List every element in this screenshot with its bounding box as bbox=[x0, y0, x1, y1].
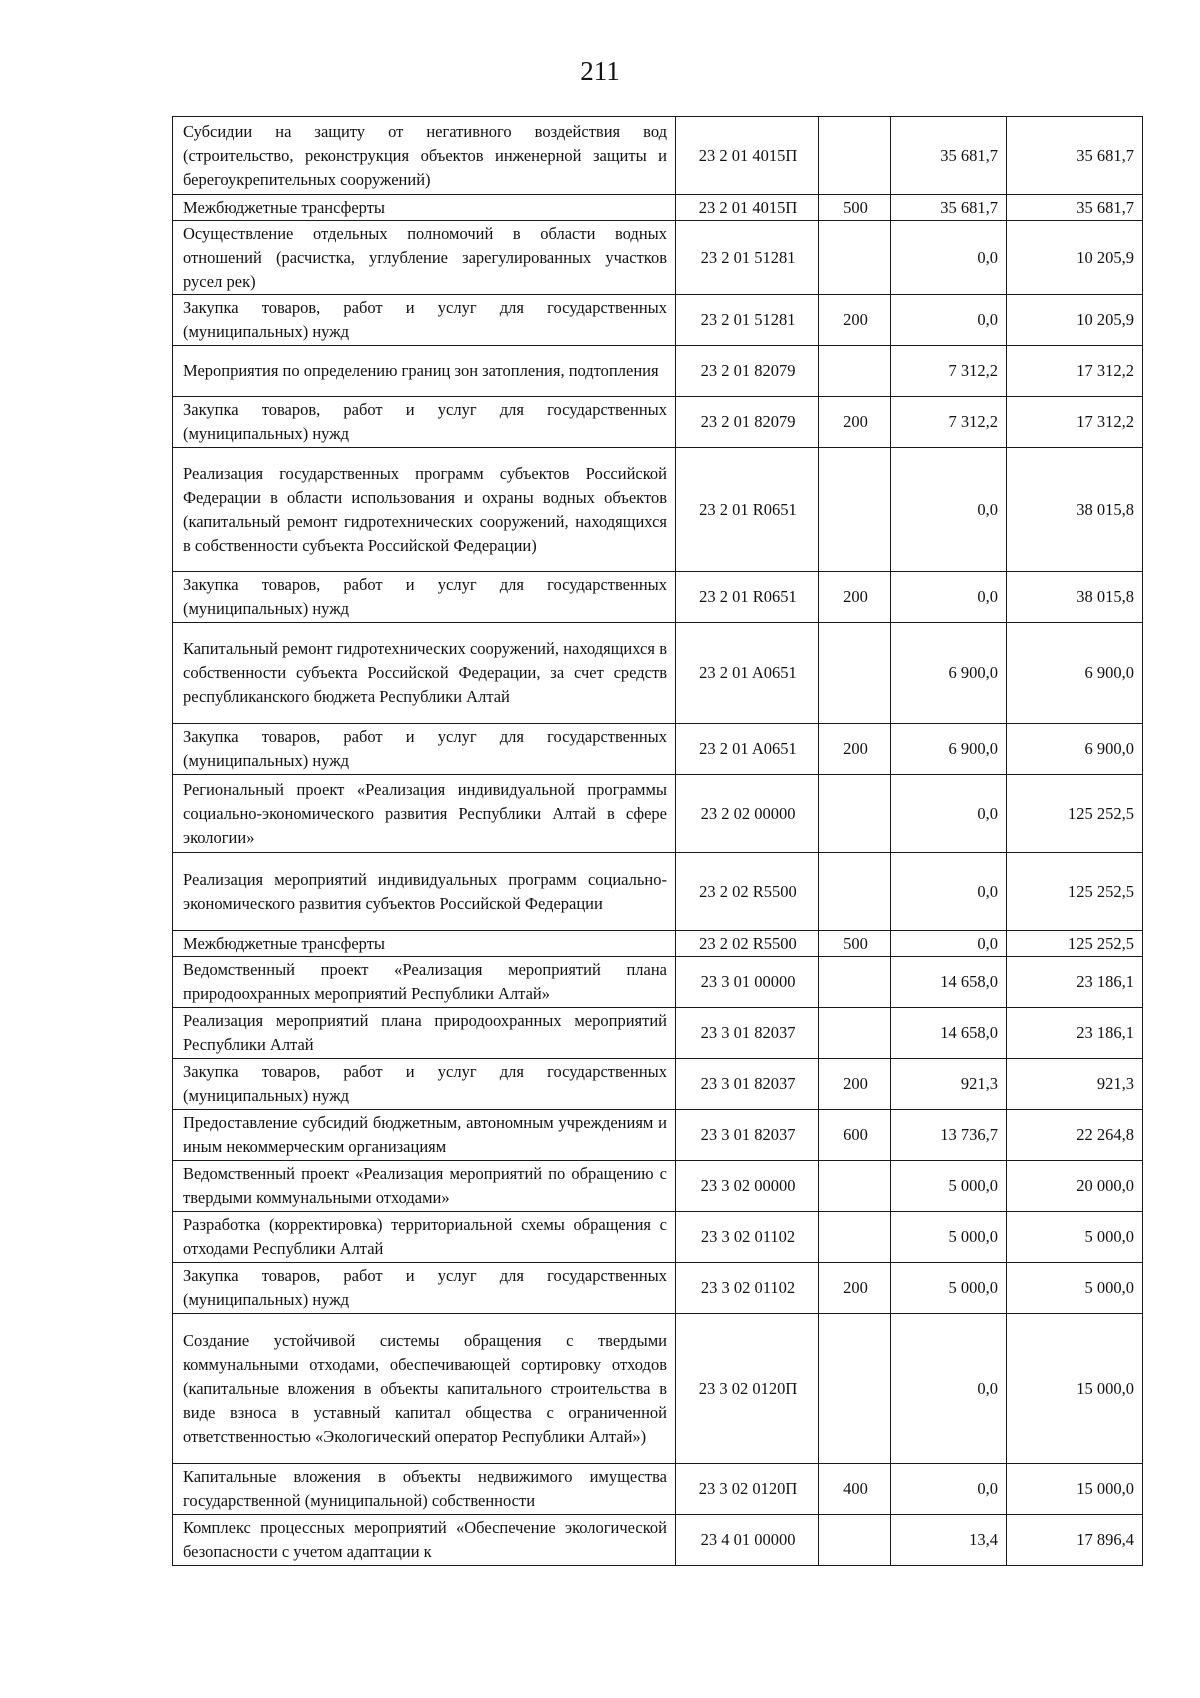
row-code-cell: 23 2 01 4015П bbox=[676, 117, 819, 195]
row-type-cell bbox=[819, 448, 891, 572]
row-name-cell: Закупка товаров, работ и услуг для государственных (муниципальных) нужд bbox=[173, 572, 676, 623]
row-type-cell bbox=[819, 623, 891, 724]
row-value1-cell: 7 312,2 bbox=[891, 397, 1007, 448]
row-value1-cell: 0,0 bbox=[891, 448, 1007, 572]
row-code-cell: 23 2 01 51281 bbox=[676, 221, 819, 295]
row-type-cell: 400 bbox=[819, 1464, 891, 1515]
table-row bbox=[173, 957, 1143, 1008]
row-type-cell bbox=[819, 346, 891, 397]
row-name-cell: Разработка (корректировка) территориальной схемы обращения с отходами Республики Алтай bbox=[173, 1212, 676, 1263]
row-name-cell: Субсидии на защиту от негативного воздействия вод (строительство, реконструкция объектов инженерной защиты и берегоукрепительных сооружений) bbox=[173, 117, 676, 195]
row-name-cell: Региональный проект «Реализация индивидуальной программы социально-экономического развития Республики Алтай в сфере экологии» bbox=[173, 775, 676, 853]
table-row bbox=[173, 724, 1143, 775]
row-name-cell: Предоставление субсидий бюджетным, автономным учреждениям и иным некоммерческим организациям bbox=[173, 1110, 676, 1161]
table-row bbox=[173, 1314, 1143, 1464]
row-name-cell: Межбюджетные трансферты bbox=[173, 931, 676, 957]
row-code-cell: 23 3 01 82037 bbox=[676, 1008, 819, 1059]
row-type-cell bbox=[819, 1008, 891, 1059]
table-row bbox=[173, 1008, 1143, 1059]
row-value1-cell: 6 900,0 bbox=[891, 724, 1007, 775]
row-value1-cell: 0,0 bbox=[891, 1314, 1007, 1464]
row-value2-cell: 22 264,8 bbox=[1007, 1110, 1143, 1161]
row-code-cell: 23 3 02 00000 bbox=[676, 1161, 819, 1212]
row-code-cell: 23 3 02 0120П bbox=[676, 1314, 819, 1464]
row-code-cell: 23 3 02 0120П bbox=[676, 1464, 819, 1515]
row-code-cell: 23 2 02 00000 bbox=[676, 775, 819, 853]
row-name-cell: Реализация государственных программ субъектов Российской Федерации в области использования и охраны водных объектов (капитальный ремонт гидротехнических сооружений, находящихся в собственности субъекта Российской Федерации) bbox=[173, 448, 676, 572]
table-row bbox=[173, 1212, 1143, 1263]
row-type-cell: 200 bbox=[819, 724, 891, 775]
row-type-cell bbox=[819, 1314, 891, 1464]
row-value2-cell: 125 252,5 bbox=[1007, 775, 1143, 853]
row-value2-cell: 15 000,0 bbox=[1007, 1464, 1143, 1515]
row-value1-cell: 13,4 bbox=[891, 1515, 1007, 1566]
row-type-cell: 500 bbox=[819, 195, 891, 221]
row-code-cell: 23 2 01 82079 bbox=[676, 346, 819, 397]
table-row bbox=[173, 295, 1143, 346]
row-name-cell: Закупка товаров, работ и услуг для государственных (муниципальных) нужд bbox=[173, 397, 676, 448]
table-row bbox=[173, 1161, 1143, 1212]
row-code-cell: 23 2 01 R0651 bbox=[676, 572, 819, 623]
row-name-cell: Закупка товаров, работ и услуг для государственных (муниципальных) нужд bbox=[173, 724, 676, 775]
row-name-cell: Межбюджетные трансферты bbox=[173, 195, 676, 221]
row-name-cell: Создание устойчивой системы обращения с твердыми коммунальными отходами, обеспечивающей сортировку отходов (капитальные вложения в объекты капитального строительства в виде взноса в уставный капитал общества с ограниченной ответственностью «Экологический оператор Республики Алтай») bbox=[173, 1314, 676, 1464]
row-type-cell: 200 bbox=[819, 1059, 891, 1110]
budget-table-body bbox=[173, 117, 1143, 1566]
row-code-cell: 23 2 01 A0651 bbox=[676, 724, 819, 775]
row-name-cell: Реализация мероприятий плана природоохранных мероприятий Республики Алтай bbox=[173, 1008, 676, 1059]
row-type-cell bbox=[819, 775, 891, 853]
row-name-cell: Комплекс процессных мероприятий «Обеспечение экологической безопасности с учетом адаптации к bbox=[173, 1515, 676, 1566]
row-value2-cell: 20 000,0 bbox=[1007, 1161, 1143, 1212]
table-row bbox=[173, 1263, 1143, 1314]
row-name-cell: Капитальный ремонт гидротехнических сооружений, находящихся в собственности субъекта Российской Федерации, за счет средств республиканского бюджета Республики Алтай bbox=[173, 623, 676, 724]
row-name-cell: Ведомственный проект «Реализация мероприятий по обращению с твердыми коммунальными отходами» bbox=[173, 1161, 676, 1212]
table-row bbox=[173, 1059, 1143, 1110]
row-value2-cell: 125 252,5 bbox=[1007, 853, 1143, 931]
row-value1-cell: 0,0 bbox=[891, 572, 1007, 623]
table-row bbox=[173, 775, 1143, 853]
row-type-cell: 200 bbox=[819, 397, 891, 448]
row-value2-cell: 35 681,7 bbox=[1007, 195, 1143, 221]
row-value2-cell: 5 000,0 bbox=[1007, 1263, 1143, 1314]
row-value2-cell: 23 186,1 bbox=[1007, 957, 1143, 1008]
row-value2-cell: 6 900,0 bbox=[1007, 623, 1143, 724]
row-value2-cell: 38 015,8 bbox=[1007, 572, 1143, 623]
row-type-cell: 200 bbox=[819, 572, 891, 623]
row-type-cell bbox=[819, 1212, 891, 1263]
row-code-cell: 23 2 01 51281 bbox=[676, 295, 819, 346]
row-value1-cell: 14 658,0 bbox=[891, 957, 1007, 1008]
row-type-cell: 600 bbox=[819, 1110, 891, 1161]
table-row bbox=[173, 346, 1143, 397]
row-code-cell: 23 3 02 01102 bbox=[676, 1212, 819, 1263]
row-type-cell bbox=[819, 1161, 891, 1212]
table-row bbox=[173, 221, 1143, 295]
row-type-cell bbox=[819, 221, 891, 295]
table-row bbox=[173, 572, 1143, 623]
row-value2-cell: 17 896,4 bbox=[1007, 1515, 1143, 1566]
row-value2-cell: 17 312,2 bbox=[1007, 346, 1143, 397]
row-type-cell: 200 bbox=[819, 295, 891, 346]
row-value1-cell: 13 736,7 bbox=[891, 1110, 1007, 1161]
row-type-cell: 500 bbox=[819, 931, 891, 957]
row-code-cell: 23 3 01 82037 bbox=[676, 1110, 819, 1161]
table-row bbox=[173, 195, 1143, 221]
row-code-cell: 23 2 02 R5500 bbox=[676, 931, 819, 957]
budget-table bbox=[172, 116, 1143, 1566]
row-value2-cell: 17 312,2 bbox=[1007, 397, 1143, 448]
row-code-cell: 23 3 02 01102 bbox=[676, 1263, 819, 1314]
row-value1-cell: 0,0 bbox=[891, 775, 1007, 853]
row-value1-cell: 7 312,2 bbox=[891, 346, 1007, 397]
row-type-cell bbox=[819, 1515, 891, 1566]
row-type-cell bbox=[819, 853, 891, 931]
row-value2-cell: 15 000,0 bbox=[1007, 1314, 1143, 1464]
table-row bbox=[173, 117, 1143, 195]
page-number: 211 bbox=[580, 56, 620, 86]
row-value1-cell: 0,0 bbox=[891, 295, 1007, 346]
row-code-cell: 23 2 01 R0651 bbox=[676, 448, 819, 572]
row-value2-cell: 10 205,9 bbox=[1007, 221, 1143, 295]
row-value1-cell: 0,0 bbox=[891, 931, 1007, 957]
row-value2-cell: 23 186,1 bbox=[1007, 1008, 1143, 1059]
row-value1-cell: 5 000,0 bbox=[891, 1263, 1007, 1314]
table-row bbox=[173, 623, 1143, 724]
table-row bbox=[173, 931, 1143, 957]
row-code-cell: 23 2 02 R5500 bbox=[676, 853, 819, 931]
row-value1-cell: 35 681,7 bbox=[891, 117, 1007, 195]
row-name-cell: Закупка товаров, работ и услуг для государственных (муниципальных) нужд bbox=[173, 1263, 676, 1314]
row-name-cell: Ведомственный проект «Реализация мероприятий плана природоохранных мероприятий Республики Алтай» bbox=[173, 957, 676, 1008]
row-value2-cell: 10 205,9 bbox=[1007, 295, 1143, 346]
row-code-cell: 23 2 01 A0651 bbox=[676, 623, 819, 724]
row-code-cell: 23 2 01 82079 bbox=[676, 397, 819, 448]
row-value1-cell: 14 658,0 bbox=[891, 1008, 1007, 1059]
row-value1-cell: 0,0 bbox=[891, 221, 1007, 295]
row-value1-cell: 0,0 bbox=[891, 1464, 1007, 1515]
row-value1-cell: 35 681,7 bbox=[891, 195, 1007, 221]
row-code-cell: 23 3 01 00000 bbox=[676, 957, 819, 1008]
row-value1-cell: 5 000,0 bbox=[891, 1161, 1007, 1212]
row-value1-cell: 921,3 bbox=[891, 1059, 1007, 1110]
table-row bbox=[173, 448, 1143, 572]
row-value1-cell: 6 900,0 bbox=[891, 623, 1007, 724]
row-value1-cell: 0,0 bbox=[891, 853, 1007, 931]
row-value2-cell: 35 681,7 bbox=[1007, 117, 1143, 195]
row-name-cell: Капитальные вложения в объекты недвижимого имущества государственной (муниципальной) собственности bbox=[173, 1464, 676, 1515]
table-row bbox=[173, 397, 1143, 448]
row-code-cell: 23 3 01 82037 bbox=[676, 1059, 819, 1110]
row-name-cell: Реализация мероприятий индивидуальных программ социально-экономического развития субъектов Российской Федерации bbox=[173, 853, 676, 931]
table-row bbox=[173, 1515, 1143, 1566]
table-row bbox=[173, 1110, 1143, 1161]
row-value2-cell: 6 900,0 bbox=[1007, 724, 1143, 775]
row-code-cell: 23 4 01 00000 bbox=[676, 1515, 819, 1566]
row-name-cell: Осуществление отдельных полномочий в области водных отношений (расчистка, углубление зарегулированных участков русел рек) bbox=[173, 221, 676, 295]
row-value2-cell: 921,3 bbox=[1007, 1059, 1143, 1110]
table-row bbox=[173, 853, 1143, 931]
table-row bbox=[173, 1464, 1143, 1515]
row-type-cell: 200 bbox=[819, 1263, 891, 1314]
row-type-cell bbox=[819, 117, 891, 195]
row-name-cell: Мероприятия по определению границ зон затопления, подтопления bbox=[173, 346, 676, 397]
row-type-cell bbox=[819, 957, 891, 1008]
row-value2-cell: 38 015,8 bbox=[1007, 448, 1143, 572]
row-name-cell: Закупка товаров, работ и услуг для государственных (муниципальных) нужд bbox=[173, 1059, 676, 1110]
row-name-cell: Закупка товаров, работ и услуг для государственных (муниципальных) нужд bbox=[173, 295, 676, 346]
row-value2-cell: 5 000,0 bbox=[1007, 1212, 1143, 1263]
row-code-cell: 23 2 01 4015П bbox=[676, 195, 819, 221]
row-value2-cell: 125 252,5 bbox=[1007, 931, 1143, 957]
row-value1-cell: 5 000,0 bbox=[891, 1212, 1007, 1263]
